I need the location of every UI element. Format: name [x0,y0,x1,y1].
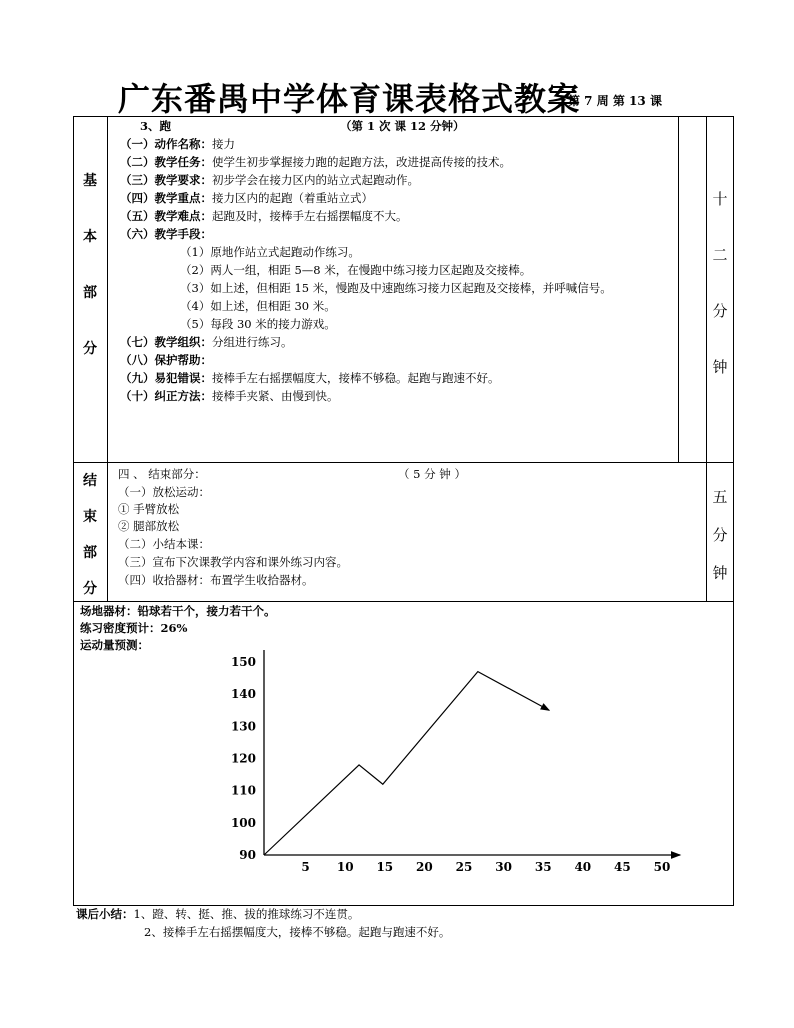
x-tick-label: 15 [376,860,394,874]
side-label-end-2: 束 [83,509,97,525]
basic-item-9: （九）易犯错误：接棒手左右摇摆幅度大，接棒不够稳。起跑与跑速不好。 [120,371,500,385]
end-line-4: （二）小结本课： [118,537,210,551]
basic-item-10: （十）纠正方法：接棒手夹紧、由慢到快。 [120,389,339,403]
basic-item-7: （七）教学组织：分组进行练习。 [120,335,293,349]
side-label-basic-3: 部 [83,285,97,301]
basic-section-title: 3、跑 [140,119,172,133]
y-tick-label: 90 [239,848,256,862]
right-label-basic-4: 钟 [712,358,728,376]
side-label-end-4: 分 [83,581,97,597]
side-label-end-3: 部 [83,545,97,561]
divider-basic-end [73,462,734,463]
divider-end-part [73,601,734,602]
side-label-basic-1: 基 [83,173,97,189]
density-line: 练习密度预计：26% [80,621,188,635]
y-tick-label: 140 [230,687,256,702]
y-tick-label: 150 [230,655,256,669]
basic-section-time: （第 1 次 课 12 分钟） [340,119,465,133]
right-label-end-2: 分 [712,526,728,544]
end-line-5: （三）宣布下次课教学内容和课外练习内容。 [118,555,348,569]
basic-item-3: （三）教学要求：初步学会在接力区内的站立式起跑动作。 [120,173,419,187]
right-label-basic-3: 分 [712,302,728,320]
y-tick-label: 120 [230,751,256,766]
side-label-end-1: 结 [83,473,97,489]
load-label: 运动量预测： [80,638,149,652]
method-2: （2）两人一组，相距 5—8 米，在慢跑中练习接力区起跑及交接棒。 [180,263,532,277]
basic-item-5: （五）教学难点：起跑及时，接棒手左右摇摆幅度不大。 [120,209,408,223]
divider-left [107,116,108,601]
side-label-basic-4: 分 [83,341,97,357]
end-section-title: 四 、 结束部分： [118,467,206,481]
basic-item-6: （六）教学手段： [120,227,212,241]
x-tick-label: 50 [653,860,671,874]
summary-line-2: 2、接棒手左右摇摆幅度大，接棒不够稳。起跑与跑速不好。 [144,925,451,939]
x-tick-label: 25 [455,860,473,874]
basic-item-1: （一）动作名称：接力 [120,137,235,151]
y-tick-label: 130 [230,719,256,734]
end-line-1: （一）放松运动： [118,485,210,499]
method-3: （3）如上述，但相距 15 米，慢跑及中速跑练习接力区起跑及交接棒，并呼喊信号。 [180,281,612,295]
right-label-end-1: 五 [712,488,728,506]
divider-right [706,116,707,601]
x-tick-label: 35 [534,860,552,874]
x-tick-label: 10 [336,860,354,874]
basic-item-8: （八）保护帮助： [120,353,212,367]
side-label-basic-2: 本 [83,229,97,245]
page-title: 广东番禺中学体育课表格式教案 [118,80,581,118]
y-tick-label: 100 [230,815,256,830]
method-4: （4）如上述，但相距 30 米。 [180,299,336,313]
method-5: （5）每段 30 米的接力游戏。 [180,317,336,331]
x-tick-label: 45 [614,860,631,874]
end-line-3: ② 腿部放松 [118,519,180,533]
end-line-6: （四）收拾器材：布置学生收拾器材。 [118,573,314,587]
x-tick-label: 30 [495,860,512,874]
right-label-end-3: 钟 [712,564,728,582]
week-lesson-label: 第 7 周 第 13 课 [568,94,662,108]
basic-item-4: （四）教学重点：接力区内的起跑（着重站立式） [120,191,373,205]
x-tick-label: 20 [416,860,433,874]
basic-item-2: （二）教学任务：使学生初步掌握接力跑的起跑方法，改进提高传接的技术。 [120,155,511,169]
right-label-basic-2: 二 [712,246,728,264]
x-tick-label: 5 [301,860,310,874]
end-line-2: ① 手臂放松 [118,502,180,516]
end-section-time: （ 5 分 钟 ） [398,467,466,481]
equipment-line: 场地器材：铅球若干个，接力若干个。 [80,604,276,618]
y-tick-label: 110 [230,783,256,798]
summary-line-1: 课后小结：1、蹬、转、挺、推、拔的推球练习不连贯。 [76,907,360,921]
divider-right-inner [678,116,679,462]
method-1: （1）原地作站立式起跑动作练习。 [180,245,360,259]
right-label-basic-1: 十 [712,190,728,208]
x-tick-label: 40 [574,860,592,874]
